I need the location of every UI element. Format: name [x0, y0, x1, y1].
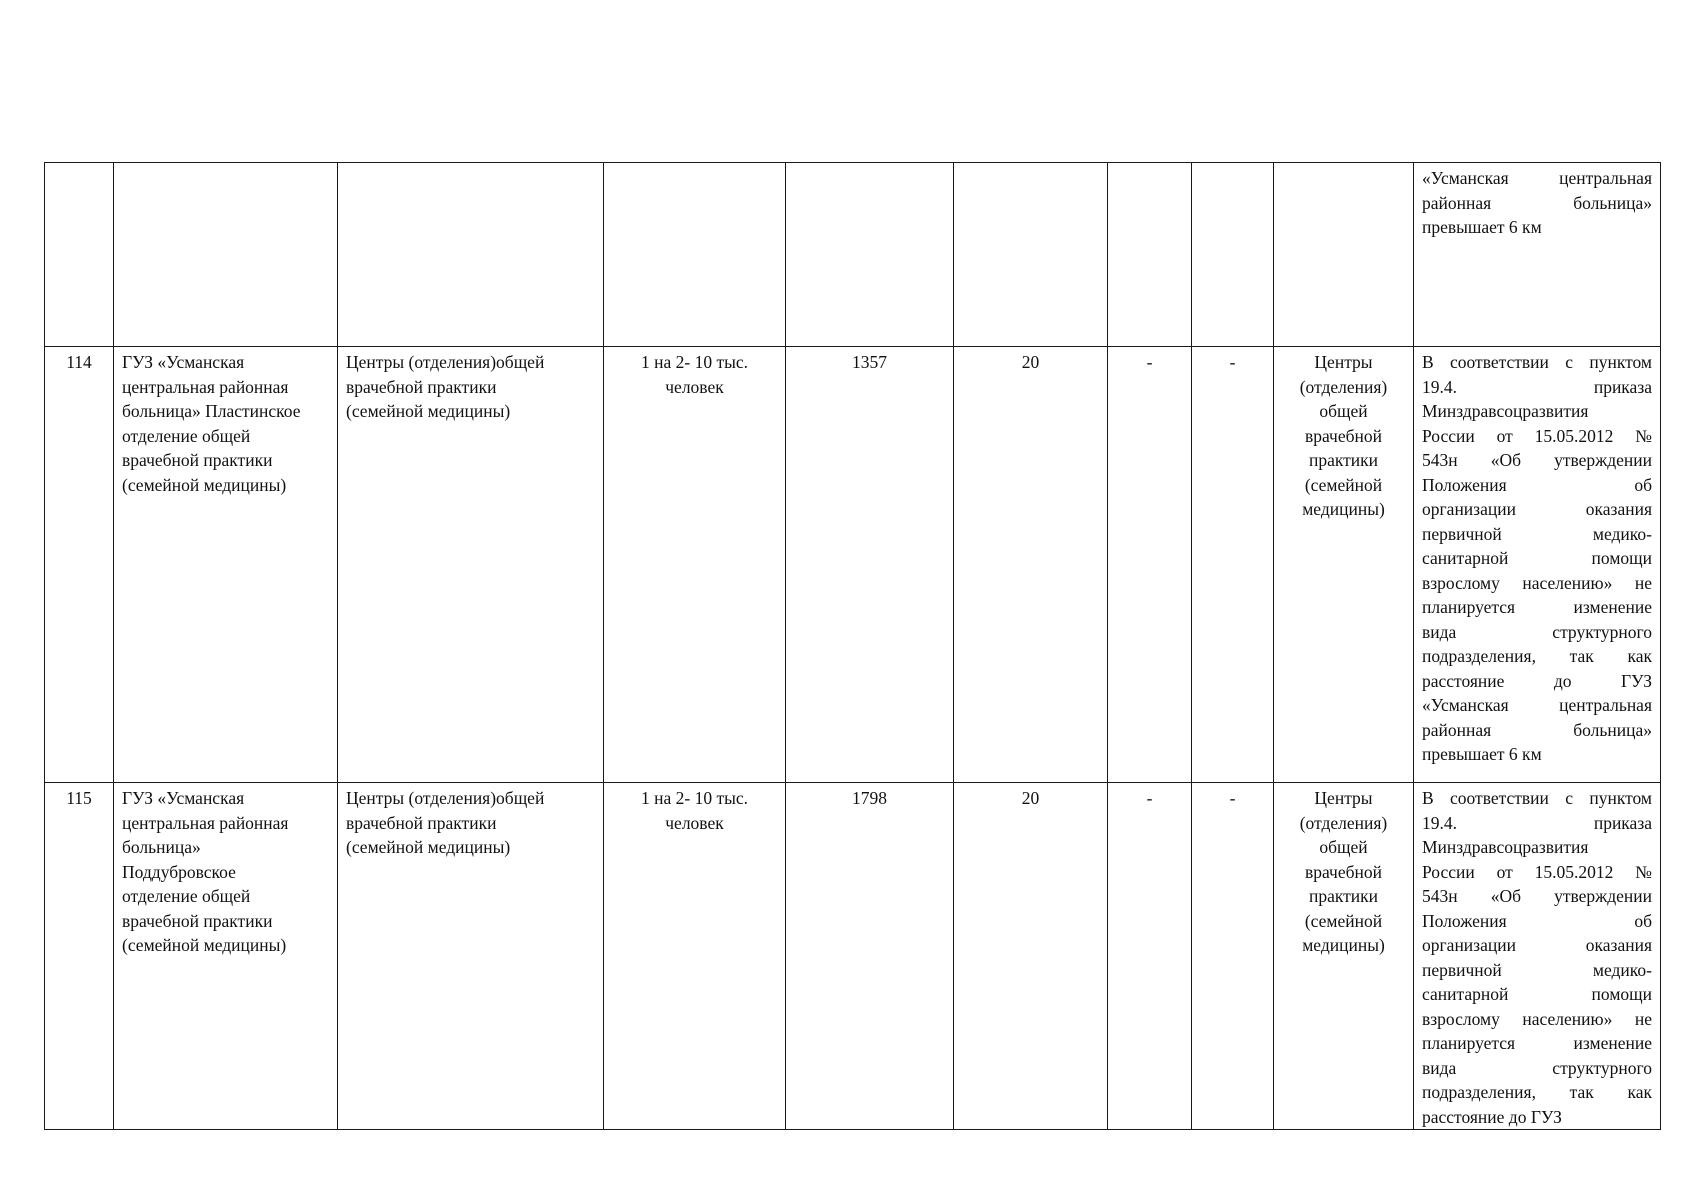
- cell-norm: [604, 347, 786, 783]
- text-line: врачебной практики: [346, 812, 497, 833]
- text-line: Центры (отделения)общей: [346, 788, 545, 808]
- text-line: медицины): [1302, 935, 1385, 955]
- cell-planned: [1274, 783, 1414, 1130]
- cell-num: [45, 163, 114, 347]
- text-line: районная больница»: [1422, 719, 1652, 740]
- cell-distance: 20: [954, 783, 1108, 1130]
- cell-distance: 20: [954, 347, 1108, 783]
- text-line: планируется изменение: [1422, 1033, 1652, 1053]
- text-line: ГУЗ «Усманская: [122, 788, 245, 808]
- cell-planned: [1274, 347, 1414, 783]
- text-line: первичной медико-: [1422, 959, 1652, 980]
- text-line: отделение общей: [122, 425, 251, 446]
- text-line: (отделения): [1299, 812, 1388, 833]
- text-line: превышает 6 км: [1422, 217, 1542, 237]
- text-line: медицины): [1302, 499, 1385, 519]
- text-line: первичной медико-: [1422, 523, 1652, 544]
- cell-col7: [1108, 163, 1192, 347]
- text-line: общей: [1319, 401, 1368, 421]
- cell-note: [1414, 783, 1661, 1130]
- cell-norm: [604, 163, 786, 347]
- text-line: 1 на 2- 10 тыс.: [640, 352, 748, 372]
- text-line: санитарной помощи: [1422, 548, 1652, 568]
- text-line: (отделения): [1299, 376, 1388, 397]
- text-line: Положения об: [1422, 910, 1652, 931]
- text-line: взрослому населению» не: [1422, 572, 1652, 593]
- text-line: больница» Пластинское: [122, 401, 301, 421]
- cell-name: [114, 783, 338, 1130]
- cell-type: [338, 347, 604, 783]
- text-line: больница»: [122, 837, 201, 857]
- text-line: (семейной: [1304, 910, 1383, 931]
- text-line: России от 15.05.2012 №: [1422, 861, 1652, 882]
- text-line: Положения об: [1422, 474, 1652, 495]
- cell-col8: [1192, 163, 1274, 347]
- text-line: врачебной: [1304, 425, 1383, 446]
- text-line: врачебной: [1304, 861, 1383, 882]
- text-line: 1 на 2- 10 тыс.: [640, 788, 748, 808]
- text-line: организации оказания: [1422, 499, 1652, 519]
- cell-note: [1414, 163, 1661, 347]
- text-line: Центры (отделения)общей: [346, 352, 545, 372]
- text-line: санитарной помощи: [1422, 984, 1652, 1004]
- cell-type: [338, 783, 604, 1130]
- table-row-114: [45, 347, 1661, 783]
- text-line: (семейной медицины): [122, 935, 287, 955]
- cell-distance: [954, 163, 1108, 347]
- text-line: районная больница»: [1422, 192, 1652, 213]
- text-line: Центры: [1314, 352, 1373, 372]
- text-line: подразделения, так как: [1422, 1082, 1652, 1102]
- facilities-table: [44, 162, 1661, 1130]
- cell-population: 1798: [786, 783, 954, 1130]
- cell-planned: [1274, 163, 1414, 347]
- text-line: 543н «Об утверждении: [1422, 450, 1652, 470]
- cell-col8: -: [1192, 347, 1274, 783]
- text-line: планируется изменение: [1422, 597, 1652, 617]
- text-line: превышает 6 км: [1422, 744, 1542, 764]
- text-line: России от 15.05.2012 №: [1422, 425, 1652, 446]
- text-line: вида структурного: [1422, 1057, 1652, 1078]
- text-line: В соответствии с пунктом: [1422, 788, 1652, 808]
- text-line: Минздравсоцразвития: [1422, 401, 1589, 421]
- text-line: «Усманская центральная: [1422, 168, 1652, 188]
- text-line: врачебной практики: [122, 910, 273, 931]
- text-line: центральная районная: [122, 376, 289, 397]
- text-line: ГУЗ «Усманская: [122, 352, 245, 372]
- text-line: расстояние до ГУЗ: [1422, 1106, 1562, 1127]
- text-line: центральная районная: [122, 812, 289, 833]
- text-line: расстояние до ГУЗ: [1422, 670, 1652, 691]
- cell-population: 1357: [786, 347, 954, 783]
- text-line: отделение общей: [122, 886, 251, 906]
- cell-col7: -: [1108, 783, 1192, 1130]
- table-row-continuation: [45, 163, 1661, 347]
- text-line: (семейной медицины): [346, 837, 511, 857]
- text-line: вида структурного: [1422, 621, 1652, 642]
- cell-norm: [604, 783, 786, 1130]
- cell-name: [114, 163, 338, 347]
- text-line: Поддубровское: [122, 861, 236, 882]
- cell-num: 114: [45, 347, 114, 783]
- cell-note: [1414, 347, 1661, 783]
- text-line: подразделения, так как: [1422, 646, 1652, 666]
- text-line: 543н «Об утверждении: [1422, 886, 1652, 906]
- text-line: человек: [665, 376, 724, 397]
- text-line: 19.4. приказа: [1422, 812, 1652, 833]
- text-line: человек: [665, 812, 724, 833]
- text-line: В соответствии с пунктом: [1422, 352, 1652, 372]
- text-line: «Усманская центральная: [1422, 695, 1652, 715]
- text-line: общей: [1319, 837, 1368, 857]
- text-line: взрослому населению» не: [1422, 1008, 1652, 1029]
- text-line: врачебной практики: [122, 450, 273, 470]
- text-line: (семейной медицины): [122, 474, 287, 495]
- text-line: (семейной: [1304, 474, 1383, 495]
- text-line: Минздравсоцразвития: [1422, 837, 1589, 857]
- text-line: Центры: [1314, 788, 1373, 808]
- text-line: 19.4. приказа: [1422, 376, 1652, 397]
- table-row-115: [45, 783, 1661, 1130]
- text-line: врачебной практики: [346, 376, 497, 397]
- cell-num: 115: [45, 783, 114, 1130]
- text-line: организации оказания: [1422, 935, 1652, 955]
- cell-name: [114, 347, 338, 783]
- text-line: (семейной медицины): [346, 401, 511, 421]
- text-line: практики: [1308, 450, 1379, 470]
- cell-population: [786, 163, 954, 347]
- cell-col7: -: [1108, 347, 1192, 783]
- cell-type: [338, 163, 604, 347]
- cell-col8: -: [1192, 783, 1274, 1130]
- text-line: практики: [1308, 886, 1379, 906]
